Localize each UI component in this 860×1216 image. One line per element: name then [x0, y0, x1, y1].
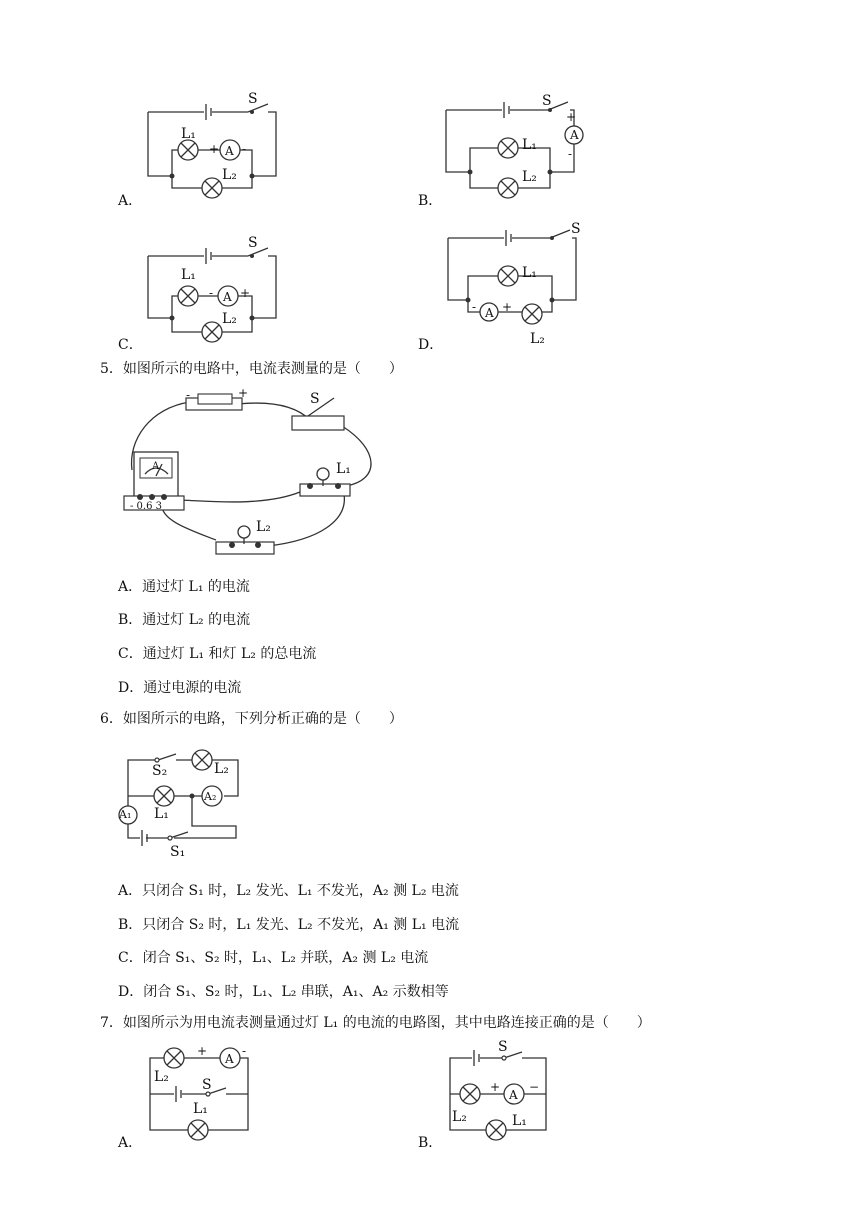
q7b-meter-plus: + [490, 1080, 501, 1094]
fig-c-meter-minus: - [209, 286, 214, 300]
q7-option-b-label[interactable]: B． [418, 1135, 443, 1151]
fig-d-meter-plus: + [502, 300, 513, 314]
q6-l1-label: L₁ [154, 806, 169, 822]
fig-d-l1-label: L₁ [522, 265, 537, 281]
fig-b-l1-label: L₁ [522, 137, 537, 153]
fig-c-option-label: C． [118, 337, 143, 353]
fig-d-switch-label: S [571, 221, 581, 237]
fig-a-l1-label: L₁ [181, 126, 196, 142]
fig-b-meter-plus: + [566, 110, 577, 124]
fig-c-l1-label: L₁ [181, 267, 196, 283]
fig-d-meter-minus: - [472, 300, 477, 314]
fig-a-switch-label: S [248, 91, 258, 107]
q5-l2-label: L₂ [256, 519, 271, 535]
fig-a-option-label: A． [118, 193, 143, 209]
q5-switch-label: S [310, 391, 320, 407]
fig-a-meter-label: A [225, 144, 234, 158]
fig-b-option-label: B． [418, 193, 443, 209]
q5-stem: 5．如图所示的电路中，电流表测量的是（ ） [100, 361, 403, 377]
q7b-meter-label: A [509, 1088, 518, 1102]
fig-d-option-label: D． [418, 337, 444, 353]
q5-meter-scale: - 0.6 3 [130, 501, 163, 512]
fig-b-meter-minus: - [568, 147, 573, 161]
fig-b-meter-label: A [570, 128, 579, 142]
fig-c-l2-label: L₂ [222, 311, 237, 327]
q7b-l1-label: L₁ [512, 1113, 527, 1129]
q5-l1-label: L₁ [336, 461, 351, 477]
fig-b-l2-label: L₂ [522, 169, 537, 185]
q7b-l2-label: L₂ [452, 1109, 467, 1125]
q7a-meter-minus: - [242, 1044, 247, 1058]
q7b-meter-minus: − [529, 1080, 540, 1094]
q6-s2-label: S₂ [152, 763, 168, 779]
q5-battery-plus: + [238, 386, 249, 400]
fig-a-l2-label: L₂ [222, 167, 237, 183]
fig-d-l2-label: L₂ [530, 331, 545, 347]
fig-c-switch-label: S [248, 235, 258, 251]
q6-option-a[interactable]: A．只闭合 S₁ 时，L₂ 发光、L₁ 不发光，A₂ 测 L₂ 电流 [118, 883, 459, 899]
q6-option-b[interactable]: B．只闭合 S₂ 时，L₁ 发光、L₂ 不发光，A₁ 测 L₁ 电流 [118, 917, 460, 933]
fig-d-meter-label: A [485, 306, 494, 320]
q5-option-b[interactable]: B．通过灯 L₂ 的电流 [118, 612, 251, 628]
q6-s1-label: S₁ [170, 844, 186, 860]
q6-a2-label: A₂ [204, 790, 217, 803]
q7a-switch-label: S [202, 1077, 212, 1093]
q5-option-a[interactable]: A．通过灯 L₁ 的电流 [118, 579, 250, 595]
fig-c-meter-plus: + [240, 286, 251, 300]
q7b-switch-label: S [498, 1039, 508, 1055]
fig-b-switch-label: S [542, 93, 552, 109]
q7a-meter-plus: + [197, 1044, 208, 1058]
fig-c-meter-label: A [223, 290, 232, 304]
q6-a1-label: A₁ [119, 808, 132, 821]
q5-battery-minus: - [186, 388, 191, 402]
q6-option-d[interactable]: D．闭合 S₁、S₂ 时，L₁、L₂ 串联，A₁、A₂ 示数相等 [118, 984, 449, 1000]
q6-stem: 6．如图所示的电路，下列分析正确的是（ ） [100, 711, 403, 727]
q5-option-d[interactable]: D．通过电源的电流 [118, 680, 242, 696]
q7-option-a-label[interactable]: A． [118, 1135, 143, 1151]
q5-option-c[interactable]: C．通过灯 L₁ 和灯 L₂ 的总电流 [118, 646, 317, 662]
q6-option-c[interactable]: C．闭合 S₁、S₂ 时，L₁、L₂ 并联，A₂ 测 L₂ 电流 [118, 950, 429, 966]
q5-meter-label: A [152, 461, 160, 472]
fig-a-meter-plus: + [209, 142, 220, 156]
fig-a-meter-minus: - [242, 142, 247, 156]
q7-stem: 7．如图所示为用电流表测量通过灯 L₁ 的电流的电路图，其中电路连接正确的是（ ） [100, 1015, 651, 1031]
q7a-meter-label: A [225, 1052, 234, 1066]
q7a-l1-label: L₁ [193, 1101, 208, 1117]
q7a-l2-label: L₂ [154, 1069, 169, 1085]
q6-l2-label: L₂ [214, 761, 229, 777]
